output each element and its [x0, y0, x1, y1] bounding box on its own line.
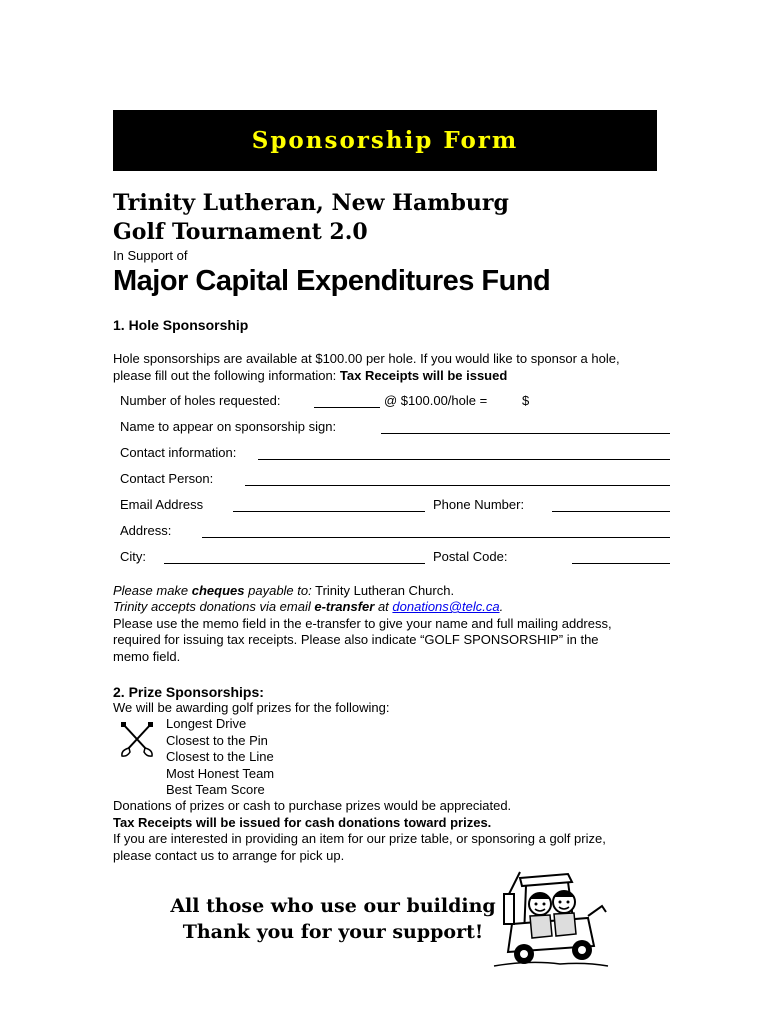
contact-person-input[interactable] — [245, 485, 670, 486]
donations-email-link[interactable]: donations@telc.ca — [392, 599, 500, 614]
address-input[interactable] — [202, 537, 670, 538]
form-title: Sponsorship Form — [251, 127, 519, 154]
postal-input[interactable] — [572, 563, 670, 564]
holes-label: Number of holes requested: — [120, 393, 281, 408]
etransfer-mid: at — [374, 599, 393, 614]
city-input[interactable] — [164, 563, 425, 564]
cheque-mid: payable to: — [244, 583, 312, 598]
support-label: In Support of — [113, 248, 188, 263]
prize-item: Best Team Score — [166, 782, 265, 797]
etransfer-end: . — [499, 599, 504, 614]
etransfer-prefix: Trinity accepts donations via email — [113, 599, 315, 614]
email-label: Email Address — [120, 497, 204, 512]
prize-item: Closest to the Pin — [166, 733, 268, 748]
prize-item: Longest Drive — [166, 716, 247, 731]
hole-intro-2-prefix: please fill out the following information: — [113, 368, 340, 383]
closing-message — [163, 893, 503, 945]
prize-donations: Donations of prizes or cash to purchase prizes would be appreciated. — [113, 798, 512, 813]
holes-input[interactable] — [314, 407, 380, 408]
contact-person-label: Contact Person: — [120, 471, 214, 486]
closing-line-1: All those who use our building — [170, 895, 496, 917]
prize-interest-1: If you are interested in providing an item for our prize table, or sponsoring a golf prize, — [113, 831, 606, 846]
sign-name-input[interactable] — [381, 433, 670, 434]
prize-item: Most Honest Team — [166, 766, 275, 781]
tax-receipt-note: Tax Receipts will be issued — [339, 368, 508, 383]
postal-label: Postal Code: — [433, 549, 508, 564]
golf-clubs-icon — [117, 720, 157, 760]
phone-input[interactable] — [552, 511, 670, 512]
cheques-word: cheques — [191, 583, 245, 598]
form-title-banner — [113, 110, 657, 171]
payee: Trinity Lutheran Church. — [311, 583, 455, 598]
payment-line-3: Please use the memo field in the e-transfer to give your name and full mailing address, — [113, 616, 612, 631]
prize-interest-2: please contact us to arrange for pick up. — [113, 848, 345, 863]
prize-heading: 2. Prize Sponsorships: — [113, 684, 264, 700]
golf-cart-cartoon-icon — [490, 866, 610, 976]
cheque-prefix: Please make — [113, 583, 192, 598]
event-line: Golf Tournament 2.0 — [113, 219, 368, 245]
currency-symbol: $ — [522, 393, 530, 408]
prize-intro: We will be awarding golf prizes for the following: — [113, 700, 390, 715]
city-label: City: — [120, 549, 146, 564]
prize-tax-note: Tax Receipts will be issued for cash donations toward prizes. — [113, 815, 492, 830]
email-input[interactable] — [233, 511, 425, 512]
fund-title: Major Capital Expenditures Fund — [113, 265, 551, 297]
contact-info-input[interactable] — [258, 459, 670, 460]
payment-line-2 — [113, 599, 503, 616]
phone-label: Phone Number: — [433, 497, 525, 512]
sign-name-label: Name to appear on sponsorship sign: — [120, 419, 337, 434]
etransfer-word: e-transfer — [314, 599, 375, 614]
hole-intro-1: Hole sponsorships are available at $100.00 per hole. If you would like to sponsor a hole, — [113, 351, 620, 366]
payment-line-4: required for issuing tax receipts. Please also indicate “GOLF SPONSORSHIP” in the — [113, 632, 599, 647]
contact-info-label: Contact information: — [120, 445, 237, 460]
hole-sponsorship-heading: 1. Hole Sponsorship — [113, 317, 249, 333]
closing-line-2: Thank you for your support! — [182, 921, 484, 943]
hole-intro-2 — [113, 368, 507, 385]
rate-label: @ $100.00/hole = — [384, 393, 488, 408]
address-label: Address: — [120, 523, 172, 538]
payment-line-1 — [113, 583, 454, 600]
prize-item: Closest to the Line — [166, 749, 274, 764]
org-line: Trinity Lutheran, New Hamburg — [113, 190, 509, 216]
payment-line-5: memo field. — [113, 649, 181, 664]
